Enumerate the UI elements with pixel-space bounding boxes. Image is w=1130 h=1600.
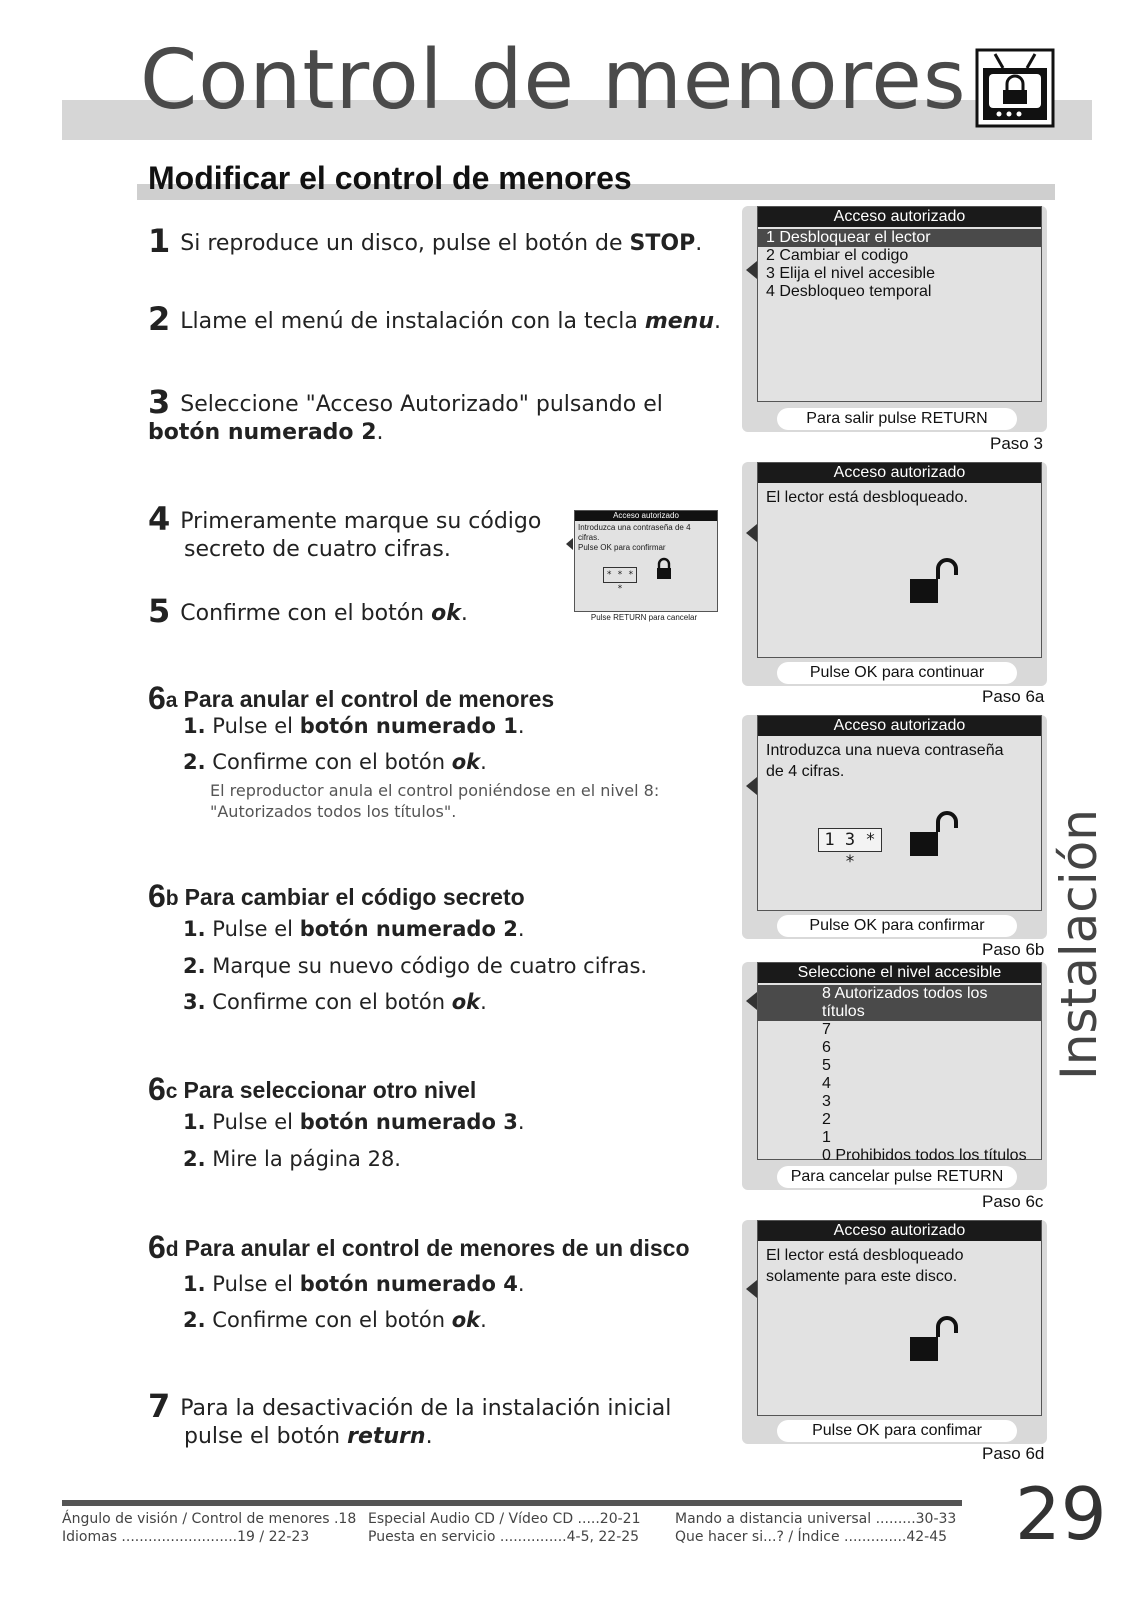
section-title: Modificar el control de menores — [148, 160, 632, 196]
step-number: 1 — [148, 222, 171, 260]
step-keyword: menu — [644, 309, 714, 334]
screen-message: Introduzca una nueva contraseña — [766, 742, 1004, 759]
level-item: 6 — [822, 1039, 831, 1056]
step-6a-item-2: 2. Confirme con el botón ok. — [183, 750, 487, 774]
menu-item: 4 Desbloqueo temporal — [766, 283, 932, 300]
footer-index-col-1 — [62, 1510, 356, 1546]
screen-paso-6d — [742, 1220, 1047, 1444]
pointer-icon — [566, 538, 573, 550]
step-6b-heading: 6b Para cambiar el código secreto — [148, 878, 525, 914]
mini-screen-line2: Pulse OK para confirmar — [578, 543, 666, 552]
index-entry[interactable]: Idiomas ..........................19 / 22-23 — [62, 1529, 310, 1545]
screen-message: El lector está desbloqueado — [766, 1247, 964, 1264]
pointer-icon — [746, 524, 757, 542]
step-6d-item-2: 2. Confirme con el botón ok. — [183, 1308, 487, 1332]
tv-padlock-icon — [975, 48, 1055, 128]
step-6d-heading: 6d Para anular el control de menores de un disco — [148, 1229, 690, 1265]
step-number: 2 — [148, 300, 171, 338]
pointer-icon — [746, 1280, 757, 1298]
screen-title: Seleccione el nivel accesible — [758, 963, 1041, 983]
step-6c-heading: 6c Para seleccionar otro nivel — [148, 1071, 477, 1107]
step-text: Si reproduce un disco, pulse el botón de — [180, 231, 630, 256]
index-entry[interactable]: Mando a distancia universal .........30-33 — [675, 1511, 957, 1527]
step-6c-item-1: 1. Pulse el botón numerado 3. — [183, 1110, 525, 1134]
step-title: Para seleccionar otro nivel — [183, 1077, 477, 1103]
padlock-icon — [655, 557, 673, 581]
side-section-label: Instalación — [1050, 809, 1108, 1080]
step-text: Primeramente marque su código — [180, 509, 542, 534]
step-keyword: ok — [431, 601, 461, 626]
screen-footer: Pulse OK para continuar — [777, 662, 1017, 684]
step-text: Para la desactivación de la instalación inicial — [180, 1396, 672, 1421]
step-number: 5 — [148, 592, 171, 630]
level-item: 0 Prohibidos todos los títulos — [822, 1147, 1027, 1164]
step-6b-item-2: 2. Marque su nuevo código de cuatro cifras. — [183, 954, 648, 978]
step-6a-note: El reproductor anula el control poniéndose en el nivel 8: "Autorizados todos los títulos". — [210, 781, 660, 821]
step-label: Paso 6a — [982, 687, 1045, 706]
level-item: 2 — [822, 1111, 831, 1128]
step-keyword: STOP — [629, 231, 696, 256]
screen-paso-6c — [742, 962, 1047, 1190]
screen-paso-3 — [742, 206, 1047, 432]
step-4 — [148, 500, 548, 564]
step-keyword: return — [347, 1424, 426, 1449]
step-6c-item-2: 2. Mire la página 28. — [183, 1147, 401, 1171]
index-entry[interactable]: Especial Audio CD / Vídeo CD .....20-21 — [368, 1511, 641, 1527]
step-label: Paso 6d — [982, 1444, 1045, 1463]
screen-footer: Para salir pulse RETURN — [777, 408, 1017, 430]
step-title: Para anular el control de menores — [183, 686, 555, 712]
menu-item: 3 Elija el nivel accesible — [766, 265, 935, 282]
pointer-icon — [746, 777, 757, 795]
step-2: 2 Llame el menú de instalación con la tecla menu. — [148, 300, 721, 338]
open-padlock-icon — [908, 808, 960, 858]
step-title: Para cambiar el código secreto — [184, 884, 525, 910]
step-number: 6 — [148, 878, 166, 914]
screen-message: El lector está desbloqueado. — [766, 489, 968, 506]
level-item: 5 — [822, 1057, 831, 1074]
screen-title: Acceso autorizado — [758, 1221, 1041, 1241]
open-padlock-icon — [908, 555, 960, 605]
step-number: 6 — [148, 680, 166, 716]
screen-paso-6b — [742, 715, 1047, 939]
mini-code-field: * * * * — [603, 567, 637, 583]
step-text: secreto de cuatro cifras. — [184, 537, 451, 562]
level-item: 8 Autorizados todos los títulos — [758, 985, 1041, 1021]
open-padlock-icon — [908, 1313, 960, 1363]
step-number: 6 — [148, 1071, 166, 1107]
step-label: Paso 6c — [982, 1192, 1044, 1211]
step-6b-item-3: 3. Confirme con el botón ok. — [183, 990, 487, 1014]
screen-title: Acceso autorizado — [758, 463, 1041, 483]
screen-title: Acceso autorizado — [758, 207, 1041, 227]
page-number: 29 — [1015, 1472, 1107, 1556]
pointer-icon — [746, 992, 757, 1010]
new-code-field: 1 3 * * — [818, 828, 882, 852]
step-text: Seleccione "Acceso Autorizado" pulsando el — [180, 392, 663, 417]
screen-paso-6a — [742, 462, 1047, 686]
footer-index-col-2 — [368, 1510, 640, 1546]
step-5: 5 Confirme con el botón ok. — [148, 592, 468, 630]
pointer-icon — [746, 261, 757, 279]
index-entry[interactable]: Que hacer si...? / Índice ..............42-45 — [675, 1529, 948, 1545]
step-number: 4 — [148, 500, 171, 538]
mini-screen-title: Acceso autorizado — [575, 511, 717, 521]
screen-footer: Pulse OK para confirmar — [777, 915, 1017, 937]
footer-index-col-3 — [675, 1510, 956, 1546]
step-6d-item-1: 1. Pulse el botón numerado 4. — [183, 1272, 525, 1296]
screen-footer: Para cancelar pulse RETURN — [777, 1166, 1017, 1188]
index-entry[interactable]: Puesta en servicio ...............4-5, 22-25 — [368, 1529, 640, 1545]
level-item: 1 — [822, 1129, 831, 1146]
page-title: Control de menores — [140, 33, 967, 128]
mini-screen-line1: Introduzca una contraseña de 4 cifras. — [578, 523, 691, 542]
step-keyword: botón numerado 2 — [148, 420, 377, 445]
index-entry[interactable]: Ángulo de visión / Control de menores .18 — [62, 1511, 357, 1527]
step-label: Paso 3 — [990, 434, 1043, 453]
step-6b-item-1: 1. Pulse el botón numerado 2. — [183, 917, 525, 941]
footer-rule — [62, 1500, 962, 1506]
level-item: 3 — [822, 1093, 831, 1110]
step-number: 3 — [148, 383, 171, 421]
step-1: 1 Si reproduce un disco, pulse el botón de STOP. — [148, 222, 703, 260]
step-text: Confirme con el botón — [180, 601, 432, 626]
menu-item: 2 Cambiar el codigo — [766, 247, 909, 264]
step-6a-heading: 6a Para anular el control de menores — [148, 680, 555, 716]
step-number: 7 — [148, 1387, 171, 1425]
step-text: Llame el menú de instalación con la tecla — [180, 309, 645, 334]
screen-message: de 4 cifras. — [766, 763, 845, 780]
step-title: Para anular el control de menores de un disco — [184, 1235, 690, 1261]
step-number: 6 — [148, 1229, 166, 1265]
screen-footer: Pulse OK para confimar — [777, 1420, 1017, 1442]
screen-message: solamente para este disco. — [766, 1268, 958, 1285]
screen-title: Acceso autorizado — [758, 716, 1041, 736]
step-7: 7 Para la desactivación de la instalación inicial pulse el botón return. — [148, 1387, 672, 1449]
level-item: 4 — [822, 1075, 831, 1092]
step-6a-item-1: 1. Pulse el botón numerado 1. — [183, 714, 525, 738]
mini-screen — [566, 508, 718, 626]
step-3: 3 Seleccione "Acceso Autorizado" pulsando el botón numerado 2. — [148, 383, 663, 445]
mini-screen-footer: Pulse RETURN para cancelar — [584, 612, 704, 624]
level-item: 7 — [822, 1021, 831, 1038]
step-label: Paso 6b — [982, 940, 1045, 959]
menu-item: 1 Desbloquear el lector — [758, 229, 1041, 247]
